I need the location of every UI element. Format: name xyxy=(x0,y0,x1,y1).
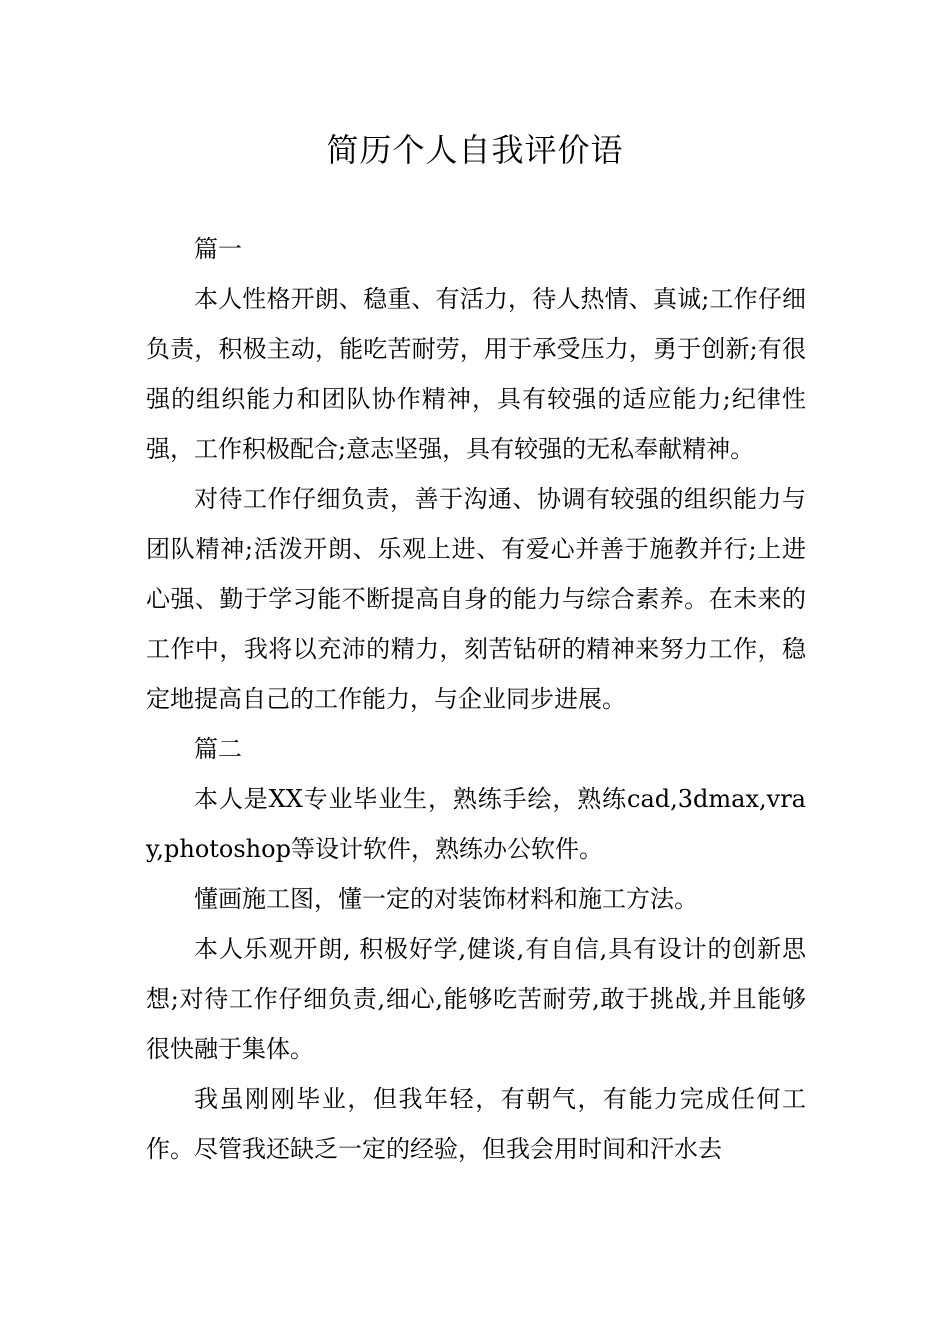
section-heading-1: 篇一 xyxy=(194,235,242,263)
paragraph: 本人乐观开朗, 积极好学,健谈,有自信,具有设计的创新思想;对待工作仔细负责,细心,能够吃苦耐劳,敢于挑战,并且能够很快融于集体。 xyxy=(146,935,806,1063)
paragraph: 懂画施工图，懂一定的对装饰材料和施工方法。 xyxy=(194,885,698,913)
paragraph: 本人性格开朗、稳重、有活力，待人热情、真诚;工作仔细负责，积极主动，能吃苦耐劳，用于承受压力，勇于创新;有很强的组织能力和团队协作精神，具有较强的适应能力;纪律性强，工作积极配合;意志坚强，具有较强的无私奉献精神。 xyxy=(146,285,806,463)
paragraph: 对待工作仔细负责，善于沟通、协调有较强的组织能力与团队精神;活泼开朗、乐观上进、有爱心并善于施教并行;上进心强、勤于学习能不断提高自身的能力与综合素养。在未来的工作中，我将以充沛的精力，刻苦钻研的精神来努力工作，稳定地提高自己的工作能力，与企业同步进展。 xyxy=(146,485,806,713)
paragraph: 本人是XX专业毕业生，熟练手绘，熟练cad,3dmax,vray,photoshop等设计软件，熟练办公软件。 xyxy=(146,785,806,863)
paragraph: 我虽刚刚毕业，但我年轻，有朝气，有能力完成任何工作。尽管我还缺乏一定的经验，但我会用时间和汗水去 xyxy=(146,1085,806,1163)
document-title: 简历个人自我评价语 xyxy=(326,131,624,169)
section-heading-2: 篇二 xyxy=(194,735,242,763)
document-body xyxy=(146,224,806,1174)
